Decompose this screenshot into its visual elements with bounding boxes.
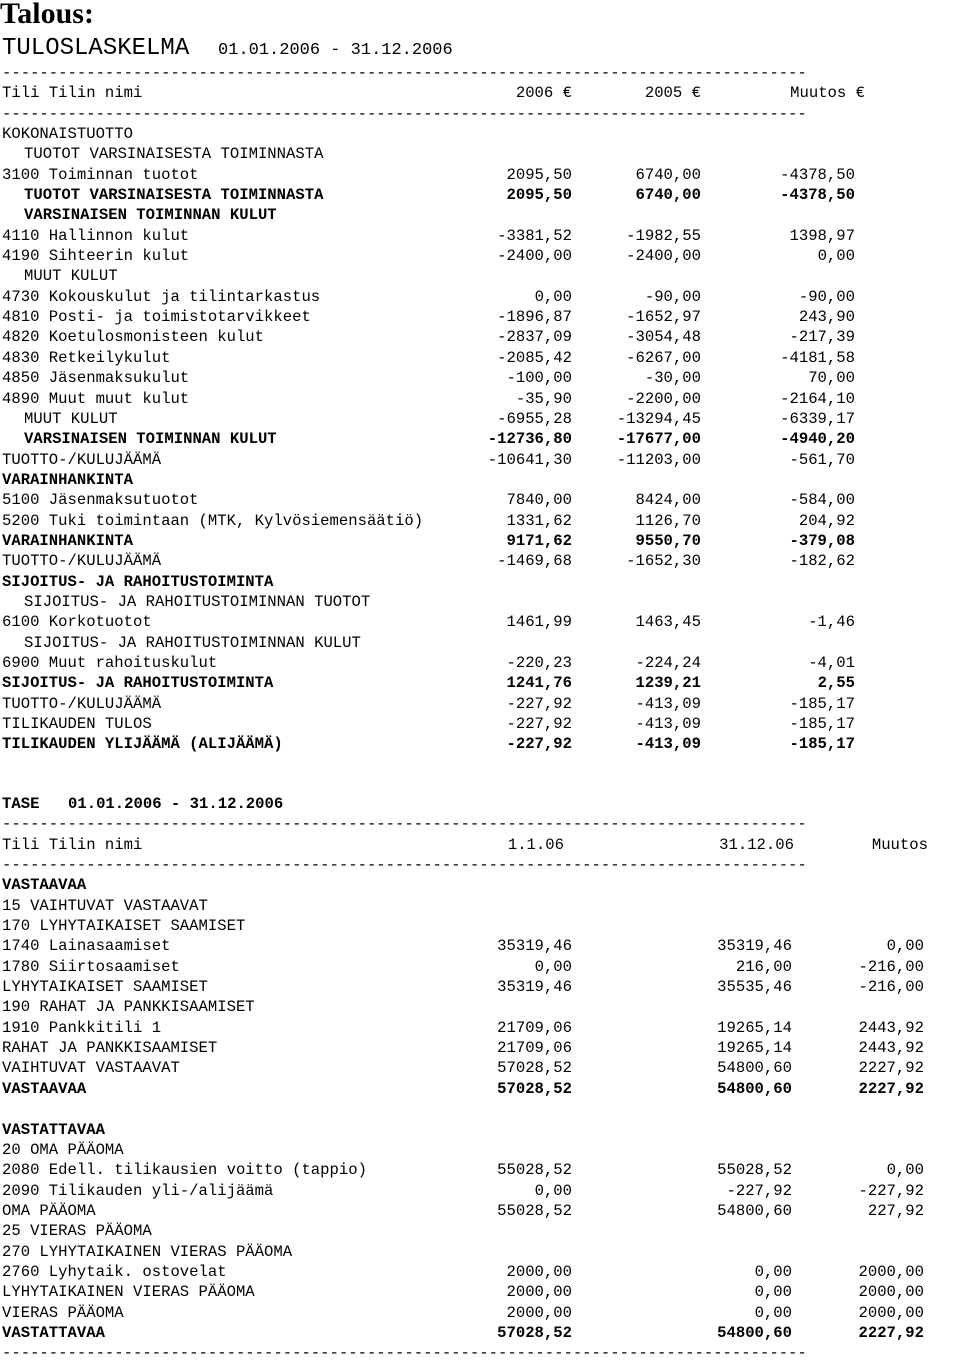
table-row [0, 916, 960, 936]
amount-1: -6955,28 [497, 409, 572, 428]
amount-2: 54800,60 [717, 1079, 792, 1098]
account-name: VASTAAVAA [2, 876, 87, 895]
amount-1: -1469,68 [497, 552, 572, 571]
amount-3: 2227,92 [858, 1059, 924, 1078]
amount-3: -217,39 [789, 328, 855, 347]
amount-1: -227,92 [506, 694, 572, 713]
amount-2: -30,00 [644, 369, 701, 388]
account-name: 5200 Tuki toimintaan (MTK, Kylvösiemensäätiö) [2, 511, 424, 530]
amount-2: -13294,45 [616, 409, 701, 428]
account-name: SIJOITUS- JA RAHOITUSTOIMINNAN TUOTOT [24, 592, 371, 611]
amount-3: -584,00 [789, 491, 855, 510]
amount-1: 2000,00 [506, 1262, 572, 1281]
amount-3: 2000,00 [858, 1262, 924, 1281]
account-name: MUUT KULUT [24, 409, 118, 428]
dash-rule: -------------------------------------------------------------------------------------- [2, 64, 807, 82]
amount-2: 19265,14 [717, 1018, 792, 1037]
amount-2: 9550,70 [635, 531, 701, 550]
table-row [0, 246, 960, 266]
table-row [0, 287, 960, 307]
amount-3: 2000,00 [858, 1303, 924, 1322]
amount-3: 0,00 [886, 1161, 924, 1180]
amount-1: 1331,62 [506, 511, 572, 530]
account-name: VASTAAVAA [2, 1079, 87, 1098]
account-name: 170 LYHYTAIKAISET SAAMISET [2, 917, 246, 936]
amount-3: 2443,92 [858, 1039, 924, 1058]
amount-1: 0,00 [534, 1181, 572, 1200]
amount-2: 0,00 [754, 1283, 792, 1302]
amount-3: -185,17 [789, 715, 855, 733]
table-row [0, 185, 960, 205]
amount-2: 0,00 [754, 1303, 792, 1322]
amount-3: 2000,00 [858, 1283, 924, 1302]
account-name: VARAINHANKINTA [2, 470, 134, 489]
amount-2: -413,09 [635, 715, 701, 733]
table-row [0, 957, 960, 977]
account-name: TILIKAUDEN YLIJÄÄMÄ (ALIJÄÄMÄ) [2, 735, 283, 754]
amount-3: 2227,92 [858, 1323, 924, 1342]
table-row [0, 997, 960, 1017]
amount-3: -216,00 [858, 957, 924, 976]
column-start-header: 1.1.06 [507, 835, 564, 854]
amount-3: -185,17 [789, 735, 855, 754]
table-row [0, 1120, 960, 1140]
amount-3: -561,70 [789, 450, 855, 469]
table-row [0, 1282, 960, 1302]
balance-sheet-title: TASE [2, 795, 40, 813]
table-row [0, 307, 960, 327]
column-name-header: Tili Tilin nimi [2, 835, 143, 854]
table-row [0, 1323, 960, 1343]
amount-1: -227,92 [506, 715, 572, 733]
amount-1: 9171,62 [506, 531, 572, 550]
amount-1: -2837,09 [497, 328, 572, 347]
table-row [0, 714, 960, 734]
amount-1: -2085,42 [497, 348, 572, 367]
account-name: 2080 Edell. tilikausien voitto (tappio) [2, 1161, 367, 1180]
income-rows [0, 124, 960, 755]
amount-2: -2400,00 [626, 247, 701, 266]
column-end-header: 31.12.06 [719, 835, 794, 854]
table-row [0, 490, 960, 510]
amount-3: -4378,50 [780, 165, 855, 184]
table-row [0, 1160, 960, 1180]
account-name: 4830 Retkeilykulut [2, 348, 171, 367]
account-name: TUOTOT VARSINAISESTA TOIMINNASTA [24, 145, 324, 164]
table-row [0, 348, 960, 368]
table-row [0, 144, 960, 164]
table-row [0, 572, 960, 592]
account-name: 4110 Hallinnon kulut [2, 226, 190, 245]
income-statement-period: 01.01.2006 - 31.12.2006 [218, 41, 453, 60]
account-name: 270 LYHYTAIKAINEN VIERAS PÄÄOMA [2, 1242, 293, 1261]
dash-rule: -------------------------------------------------------------------------------------- [2, 856, 807, 875]
account-name: 6900 Muut rahoituskulut [2, 653, 218, 672]
amount-1: -12736,80 [487, 430, 572, 449]
amount-3: -4940,20 [780, 430, 855, 449]
income-statement-title: TULOSLASKELMA [2, 35, 190, 62]
account-name: 4890 Muut muut kulut [2, 389, 190, 408]
account-name: SIJOITUS- JA RAHOITUSTOIMINTA [2, 572, 274, 591]
account-name: 4820 Koetulosmonisteen kulut [2, 328, 265, 347]
dash-rule: -------------------------------------------------------------------------------------- [2, 815, 807, 834]
amount-3: 2227,92 [858, 1079, 924, 1098]
balance-sheet-period: 01.01.2006 - 31.12.2006 [68, 795, 284, 813]
amount-3: -227,92 [858, 1181, 924, 1200]
amount-3: 243,90 [798, 308, 855, 327]
amount-2: -1652,30 [626, 552, 701, 571]
account-name: LYHYTAIKAISET SAAMISET [2, 978, 208, 997]
account-name: VAIHTUVAT VASTAAVAT [2, 1059, 180, 1078]
account-name: 20 OMA PÄÄOMA [2, 1140, 124, 1159]
account-name: TUOTTO-/KULUJÄÄMÄ [2, 450, 162, 469]
account-name: SIJOITUS- JA RAHOITUSTOIMINTA [2, 674, 274, 693]
amount-1: 57028,52 [497, 1323, 572, 1342]
amount-2: 35319,46 [717, 937, 792, 956]
amount-2: 0,00 [754, 1262, 792, 1281]
table-row [0, 165, 960, 185]
table-row [0, 389, 960, 409]
column-name-header: Tili Tilin nimi [2, 84, 143, 103]
amount-1: 2095,50 [506, 165, 572, 184]
dash-rule: -------------------------------------------------------------------------------------- [2, 104, 807, 123]
amount-2: -17677,00 [616, 430, 701, 449]
account-name: 25 VIERAS PÄÄOMA [2, 1222, 152, 1241]
table-row [0, 531, 960, 551]
account-name: 1910 Pankkitili 1 [2, 1018, 162, 1037]
table-row [0, 875, 960, 895]
amount-1: 1461,99 [506, 613, 572, 632]
amount-3: -2164,10 [780, 389, 855, 408]
column-change-header: Muutos € [790, 84, 865, 103]
account-name: 4850 Jäsenmaksukulut [2, 369, 190, 388]
account-name: 1780 Siirtosaamiset [2, 957, 180, 976]
account-name: VARAINHANKINTA [2, 531, 134, 550]
table-row [0, 673, 960, 693]
column-2005-header: 2005 € [644, 84, 701, 103]
account-name: TUOTOT VARSINAISESTA TOIMINNASTA [24, 186, 324, 205]
amount-1: -10641,30 [487, 450, 572, 469]
column-change-header: Muutos [871, 835, 928, 854]
table-row [0, 226, 960, 246]
amount-1: 2095,50 [506, 186, 572, 205]
amount-2: 6740,00 [635, 186, 701, 205]
amount-1: -1896,87 [497, 308, 572, 327]
amount-2: -3054,48 [626, 328, 701, 347]
amount-3: -4378,50 [780, 186, 855, 205]
account-name: VARSINAISEN TOIMINNAN KULUT [24, 206, 277, 225]
account-name: TILIKAUDEN TULOS [2, 715, 152, 733]
amount-1: 35319,46 [497, 978, 572, 997]
amount-3: 1398,97 [789, 226, 855, 245]
balance-column-header [0, 835, 960, 855]
table-row [0, 266, 960, 286]
table-row [0, 896, 960, 916]
table-row [0, 592, 960, 612]
account-name: 6100 Korkotuotot [2, 613, 152, 632]
account-name: 4730 Kokouskulut ja tilintarkastus [2, 287, 321, 306]
table-row [0, 1058, 960, 1078]
amount-3: -4181,58 [780, 348, 855, 367]
table-row [0, 205, 960, 225]
table-row [0, 327, 960, 347]
amount-3: -90,00 [798, 287, 855, 306]
amount-2: 54800,60 [717, 1059, 792, 1078]
table-row [0, 1099, 960, 1119]
table-row [0, 694, 960, 714]
balance-sheet [0, 794, 960, 1364]
amount-1: 57028,52 [497, 1079, 572, 1098]
table-row [0, 977, 960, 997]
account-name: TUOTTO-/KULUJÄÄMÄ [2, 552, 162, 571]
amount-2: -11203,00 [616, 450, 701, 469]
amount-2: 216,00 [735, 957, 792, 976]
column-2006-header: 2006 € [515, 84, 572, 103]
account-name: VARSINAISEN TOIMINNAN KULUT [24, 430, 277, 449]
account-name: VASTATTAVAA [2, 1120, 105, 1139]
amount-2: 6740,00 [635, 165, 701, 184]
amount-3: 204,92 [798, 511, 855, 530]
income-statement [0, 63, 960, 755]
amount-2: -6267,00 [626, 348, 701, 367]
amount-2: 54800,60 [717, 1201, 792, 1220]
table-row [0, 551, 960, 571]
amount-3: 0,00 [886, 937, 924, 956]
account-name: 4190 Sihteerin kulut [2, 247, 190, 266]
amount-2: 1463,45 [635, 613, 701, 632]
amount-3: -379,08 [789, 531, 855, 550]
amount-1: 35319,46 [497, 937, 572, 956]
table-row [0, 368, 960, 388]
amount-1: 57028,52 [497, 1059, 572, 1078]
table-row [0, 633, 960, 653]
table-row [0, 1140, 960, 1160]
amount-3: -1,46 [808, 613, 855, 632]
amount-3: -6339,17 [780, 409, 855, 428]
table-row [0, 653, 960, 673]
amount-2: -413,09 [635, 735, 701, 754]
account-name: 5100 Jäsenmaksutuotot [2, 491, 199, 510]
table-row [0, 1242, 960, 1262]
account-name: 1740 Lainasaamiset [2, 937, 171, 956]
amount-1: -100,00 [506, 369, 572, 388]
amount-2: -90,00 [644, 287, 701, 306]
amount-3: 2443,92 [858, 1018, 924, 1037]
amount-2: 19265,14 [717, 1039, 792, 1058]
amount-2: -413,09 [635, 694, 701, 713]
account-name: 2760 Lyhytaik. ostovelat [2, 1262, 227, 1281]
table-row [0, 734, 960, 754]
amount-1: 2000,00 [506, 1283, 572, 1302]
amount-2: 55028,52 [717, 1161, 792, 1180]
dash-rule: -------------------------------------------------------------------------------------- [2, 1344, 807, 1363]
account-name: VASTATTAVAA [2, 1323, 105, 1342]
account-name: TUOTTO-/KULUJÄÄMÄ [2, 694, 162, 713]
account-name: 4810 Posti- ja toimistotarvikkeet [2, 308, 311, 327]
table-row [0, 450, 960, 470]
table-row [0, 1079, 960, 1099]
amount-2: 1239,21 [635, 674, 701, 693]
amount-1: 21709,06 [497, 1039, 572, 1058]
account-name: OMA PÄÄOMA [2, 1201, 96, 1220]
table-row [0, 1201, 960, 1221]
amount-3: -4,01 [808, 653, 855, 672]
amount-3: -216,00 [858, 978, 924, 997]
balance-rows [0, 875, 960, 1343]
table-row [0, 936, 960, 956]
income-statement-heading [2, 34, 453, 66]
account-name: SIJOITUS- JA RAHOITUSTOIMINNAN KULUT [24, 633, 361, 652]
balance-sheet-heading [0, 794, 960, 814]
amount-2: -1652,97 [626, 308, 701, 327]
amount-1: 1241,76 [506, 674, 572, 693]
amount-2: -224,24 [635, 653, 701, 672]
amount-2: -227,92 [726, 1181, 792, 1200]
amount-1: 55028,52 [497, 1201, 572, 1220]
amount-3: 0,00 [817, 247, 855, 266]
amount-3: 2,55 [817, 674, 855, 693]
table-row [0, 612, 960, 632]
table-row [0, 1262, 960, 1282]
amount-1: 7840,00 [506, 491, 572, 510]
account-name: MUUT KULUT [24, 267, 118, 286]
amount-3: -185,17 [789, 694, 855, 713]
amount-2: 54800,60 [717, 1323, 792, 1342]
amount-2: 8424,00 [635, 491, 701, 510]
amount-2: -2200,00 [626, 389, 701, 408]
table-row [0, 409, 960, 429]
amount-1: 0,00 [534, 957, 572, 976]
page-title: Talous: [0, 0, 94, 30]
amount-2: 1126,70 [635, 511, 701, 530]
amount-3: 227,92 [867, 1201, 924, 1220]
amount-1: -35,90 [515, 389, 572, 408]
account-name: VIERAS PÄÄOMA [2, 1303, 124, 1322]
amount-2: -1982,55 [626, 226, 701, 245]
table-row [0, 511, 960, 531]
table-row [0, 1303, 960, 1323]
table-row [0, 1181, 960, 1201]
income-column-header [0, 83, 960, 103]
amount-1: -220,23 [506, 653, 572, 672]
amount-1: 2000,00 [506, 1303, 572, 1322]
table-row [0, 124, 960, 144]
table-row [0, 429, 960, 449]
account-name: 3100 Toiminnan tuotot [2, 165, 199, 184]
account-name: 2090 Tilikauden yli-/alijäämä [2, 1181, 274, 1200]
table-row [0, 1221, 960, 1241]
account-name: LYHYTAIKAINEN VIERAS PÄÄOMA [2, 1283, 255, 1302]
account-name: 15 VAIHTUVAT VASTAAVAT [2, 896, 208, 915]
account-name: 190 RAHAT JA PANKKISAAMISET [2, 998, 255, 1017]
account-name: KOKONAISTUOTTO [2, 125, 134, 144]
table-row [0, 470, 960, 490]
amount-1: -3381,52 [497, 226, 572, 245]
amount-1: -227,92 [506, 735, 572, 754]
amount-1: 0,00 [534, 287, 572, 306]
account-name: RAHAT JA PANKKISAAMISET [2, 1039, 218, 1058]
table-row [0, 1018, 960, 1038]
amount-1: -2400,00 [497, 247, 572, 266]
amount-1: 55028,52 [497, 1161, 572, 1180]
table-row [0, 1038, 960, 1058]
amount-2: 35535,46 [717, 978, 792, 997]
amount-3: -182,62 [789, 552, 855, 571]
amount-1: 21709,06 [497, 1018, 572, 1037]
amount-3: 70,00 [808, 369, 855, 388]
